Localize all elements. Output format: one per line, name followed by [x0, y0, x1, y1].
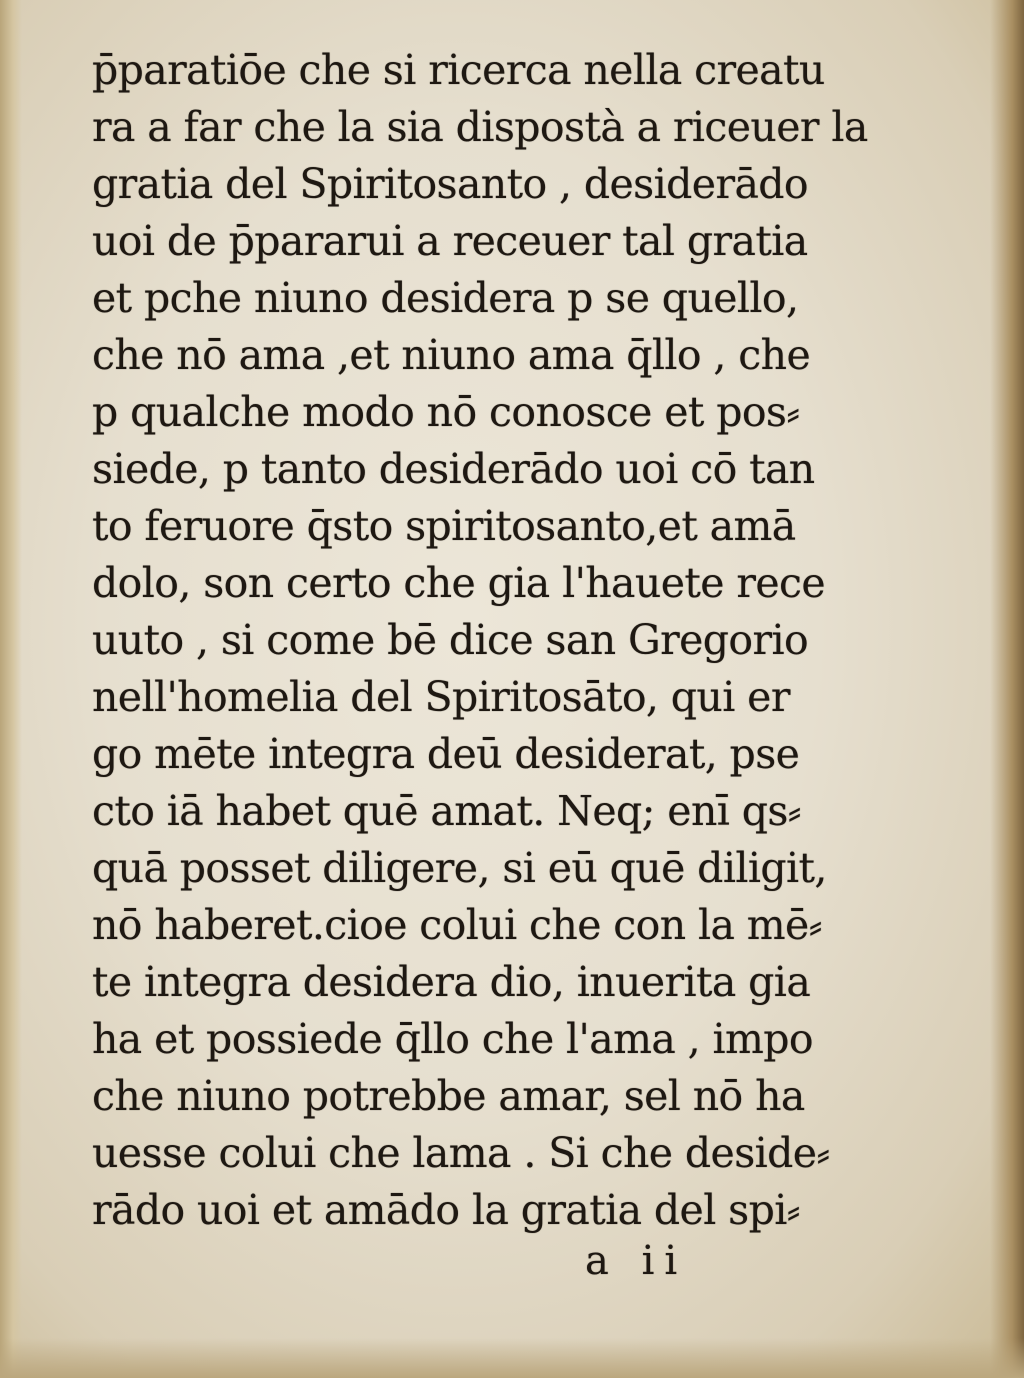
text-line: uoi de p̄pararui a receuer tal gratia [92, 217, 808, 265]
text-line: quā posset diligere, si eū quē diligit, [92, 844, 827, 892]
text-line: siede, p tanto desiderādo uoi cō tan [92, 445, 815, 493]
signature-mark: a ii [585, 1238, 688, 1284]
text-line: rādo uoi et amādo la gratia del spi⸗ [92, 1186, 800, 1234]
text-line: gratia del Spiritosanto , desiderādo [92, 160, 809, 208]
text-line: ra a far che la sia dispostà a riceuer la [92, 103, 868, 151]
page-edge-right [990, 0, 1024, 1378]
text-line: cto iā habet quē amat. Neq; enī qs⸗ [92, 787, 801, 835]
text-line: to feruore q̄sto spiritosanto,et amā [92, 502, 796, 550]
page-edge-bottom [0, 1338, 1024, 1378]
text-line: uuto , si come bē dice san Gregorio [92, 616, 809, 664]
text-line: ha et possiede q̄llo che l'ama , impo [92, 1015, 814, 1063]
text-line: p qualche modo nō conosce et pos⸗ [92, 388, 800, 436]
page-gutter [0, 0, 22, 1378]
text-block [92, 42, 868, 1239]
text-line: p̄paratiōe che si ricerca nella creatu [92, 46, 825, 94]
text-line: nell'homelia del Spiritosāto, qui er [92, 673, 790, 721]
text-line: che nō ama ,et niuno ama q̄llo , che [92, 331, 811, 379]
text-line: et pche niuno desidera p se quello, [92, 274, 799, 322]
text-line: dolo, son certo che gia l'hauete rece [92, 559, 826, 607]
text-line: te integra desidera dio, inuerita gia [92, 958, 811, 1006]
text-line: che niuno potrebbe amar, sel nō ha [92, 1072, 805, 1120]
text-line: uesse colui che lama . Si che deside⸗ [92, 1129, 830, 1177]
text-line: go mēte integra deū desiderat, pse [92, 730, 800, 778]
text-line: nō haberet.cioe colui che con la mē⸗ [92, 901, 822, 949]
